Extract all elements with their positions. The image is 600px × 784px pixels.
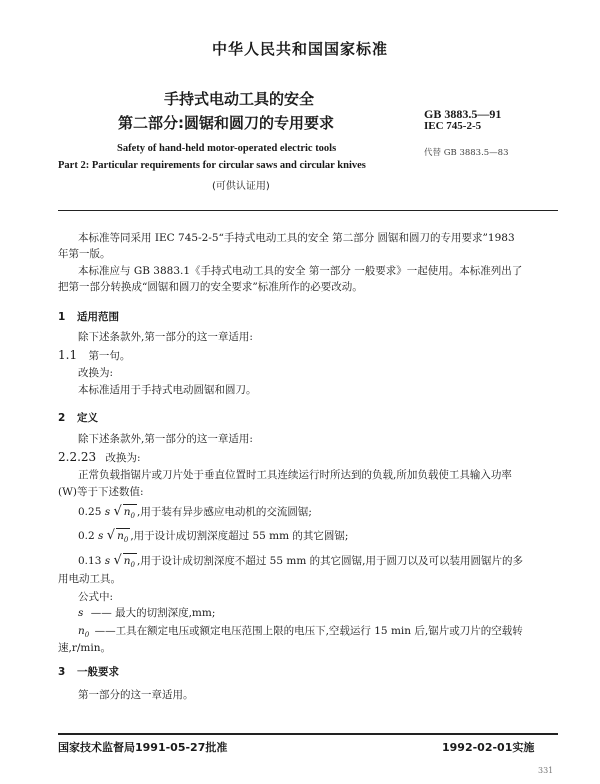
formula-2 (78, 528, 348, 547)
formula-3-continuation: 用电动工具。 (58, 573, 121, 585)
formula-3-radical: √ (113, 553, 122, 568)
intro-para1-line2: 年第一版。 (58, 248, 111, 260)
section3-text: 第一部分的这一章适用。 (78, 689, 194, 701)
intro-para2-line2: 把第一部分转换成“圆锯和圆刀的安全要求”标准所作的必要改动。 (58, 281, 363, 293)
clause-2-2-23-number: 2.2.23 (58, 450, 97, 464)
intro-para2-line1: 本标准应与 GB 3883.1《手持式电动工具的安全 第一部分 一般要求》一起使用。本标准列出了 (78, 265, 523, 277)
edition-note: (可供认证用) (212, 181, 270, 192)
formula-1-var-s: s (104, 506, 111, 518)
definition-line2: (W)等于下述数值: (58, 486, 144, 498)
n0-definition-text: ——工具在额定电压或额定电压范围上限的电压下,空载运行 15 min 后,锯片或刀片的空载转 (94, 625, 523, 637)
where-label: 公式中: (78, 591, 114, 603)
s-symbol: s (78, 607, 84, 619)
formula-1-text: ,用于装有异步感应电动机的交流圆锯; (137, 506, 312, 518)
replaces-note: 代替 GB 3883.5—83 (424, 148, 509, 158)
clause-1-1-text: 第一句。 (88, 350, 131, 362)
footer-divider (58, 733, 558, 735)
formula-2-radicand: $n_0$ (116, 528, 130, 547)
section1-text: 除下述条款外,第一部分的这一章适用: (78, 331, 253, 343)
standard-code-gb: GB 3883.5—91 (424, 107, 502, 121)
clause-1-1 (58, 348, 130, 363)
approval-note: 国家技术监督局1991-05-27批准 (58, 741, 228, 754)
implementation-date: 1992-02-01实施 (442, 741, 535, 754)
section3-heading (58, 664, 119, 679)
n0-symbol: $n_0$ (78, 625, 90, 640)
title-en-line2: Part 2: Particular requirements for circular saws and circular knives (58, 160, 366, 171)
title-cn-line2: 第二部分:圆锯和圆刀的专用要求 (118, 114, 335, 132)
formula-3-text: ,用于设计成切割深度不超过 55 mm 的其它圆锯,用于圆刀以及可以装用圆锯片的多 (137, 555, 523, 567)
section3-number: 3 (58, 666, 66, 678)
title-en-line1: Safety of hand-held motor-operated electric tools (117, 143, 337, 154)
clause-2-2-23 (58, 450, 141, 465)
page-number: 331 (538, 766, 554, 775)
formula-3-coef: 0.13 (78, 555, 102, 567)
intro-para1-line1: 本标准等同采用 IEC 745-2-5“手持式电动工具的安全 第二部分 圆锯和圆刀的专用要求”1983 (78, 232, 515, 244)
section2-heading (58, 410, 98, 425)
formula-1-coef: 0.25 (78, 506, 102, 518)
section1-new-text: 本标准适用于手持式电动圆锯和圆刀。 (78, 384, 257, 396)
s-definition (78, 606, 215, 620)
formula-1-radical: √ (113, 504, 122, 519)
section1-number: 1 (58, 311, 66, 323)
clause-1-1-number: 1.1 (58, 348, 78, 362)
section2-title: 定义 (76, 412, 98, 424)
header-divider (58, 210, 558, 211)
section3-title: 一般要求 (76, 666, 119, 678)
n0-definition-line2: 速,r/min。 (58, 642, 111, 654)
section1-heading (58, 309, 119, 324)
formula-3-radicand: $n_0$ (123, 553, 137, 572)
clause-2-2-23-text: 改换为: (105, 452, 141, 464)
section2-number: 2 (58, 412, 66, 424)
section1-change: 改换为: (78, 367, 114, 379)
formula-2-text: ,用于设计成切割深度超过 55 mm 的其它圆锯; (130, 530, 349, 542)
standard-type: 中华人民共和国国家标准 (211, 40, 388, 58)
section2-text: 除下述条款外,第一部分的这一章适用: (78, 433, 253, 445)
s-definition-text: —— 最大的切割深度,mm; (90, 607, 216, 619)
title-cn-line1: 手持式电动工具的安全 (164, 90, 315, 108)
formula-3-var-s: s (104, 555, 111, 567)
definition-line1: 正常负载指锯片或刀片处于垂直位置时工具连续运行时所达到的负载,所加负载使工具输入功率 (78, 469, 512, 481)
formula-3 (78, 553, 523, 572)
section1-title: 适用范围 (76, 311, 119, 323)
formula-2-var-s: s (98, 530, 104, 542)
n0-definition-line1 (78, 624, 523, 642)
formula-1-radicand: $n_0$ (123, 504, 137, 523)
formula-1 (78, 504, 312, 523)
formula-2-coef: 0.2 (78, 530, 95, 542)
formula-2-radical: √ (106, 528, 116, 543)
standard-code-iec: IEC 745-2-5 (424, 120, 482, 132)
